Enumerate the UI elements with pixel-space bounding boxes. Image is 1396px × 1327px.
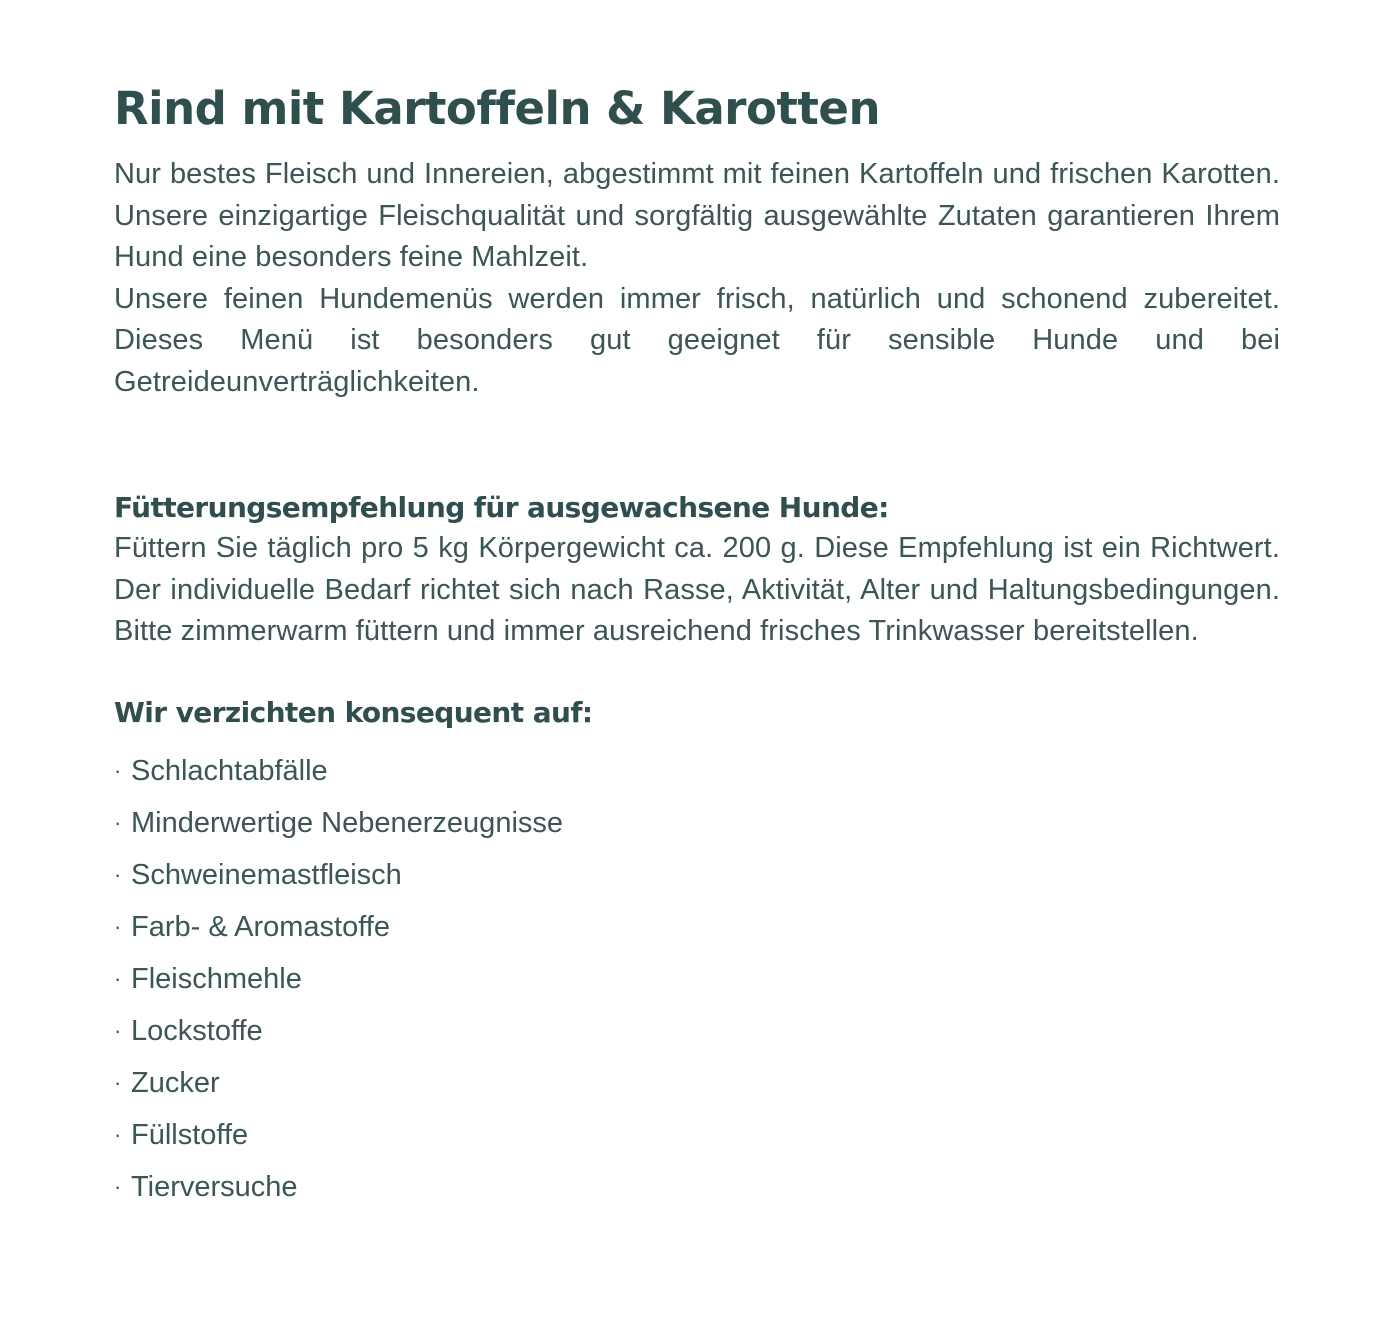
product-description [114,78,1280,1213]
list-item-label: Fleischmehle [131,962,302,995]
list-item-label: Schlachtabfälle [131,754,328,787]
bullet-dot-icon: · [114,965,122,991]
list-item-label: Schweinemastfleisch [131,858,402,891]
list-item [114,745,1280,797]
intro-paragraph-2: Unsere feinen Hundemenüs werden immer frisch, natürlich und schonend zubereitet. Dieses Menü ist besonders gut geeignet für sensible Hunde und bei Getreideunverträglichkeiten. [114,282,1280,398]
feeding-text: Füttern Sie täglich pro 5 kg Körpergewicht ca. 200 g. Diese Empfehlung ist ein Richtwert. Der individuelle Bedarf richtet sich nach Rasse, Aktivität, Alter und Haltungsbedingungen. Bitte zimmerwarm füttern und immer ausreichend frisches Trinkwasser bereitstellen. [114,532,1280,647]
exclusions-heading: Wir verzichten konsequent auf: [114,695,593,729]
list-item [114,849,1280,901]
list-item-label: Füllstoffe [131,1118,249,1151]
intro-section [114,154,1280,403]
bullet-dot-icon: · [114,809,122,835]
list-item-label: Farb- & Aromastoffe [131,910,390,943]
bullet-dot-icon: · [114,1121,122,1147]
list-item-label: Tierversuche [131,1170,298,1203]
feeding-heading: Fütterungsempfehlung für ausgewachsene Hunde: [114,491,889,524]
bullet-dot-icon: · [114,913,122,939]
list-item [114,1109,1280,1161]
list-item-label: Lockstoffe [131,1014,263,1047]
list-item-label: Minderwertige Nebenerzeugnisse [131,806,564,839]
bullet-dot-icon: · [114,1069,122,1095]
list-item [114,901,1280,953]
product-title: Rind mit Kartoffeln & Karotten [114,82,880,135]
list-item [114,1057,1280,1109]
exclusions-section [114,693,1280,1213]
exclusions-list [114,745,1280,1213]
list-item [114,797,1280,849]
bullet-dot-icon: · [114,861,122,887]
bullet-dot-icon: · [114,1017,122,1043]
list-item [114,953,1280,1005]
list-item [114,1161,1280,1213]
list-item [114,1005,1280,1057]
list-item-label: Zucker [131,1066,220,1099]
feeding-section [114,488,1280,653]
bullet-dot-icon: · [114,1173,122,1199]
bullet-dot-icon: · [114,757,122,783]
intro-paragraph-1: Nur bestes Fleisch und Innereien, abgestimmt mit feinen Kartoffeln und frischen Karotten. Unsere einzigartige Fleischqualität und sorgfältig ausgewählte Zutaten garantieren Ihrem Hund eine besonders feine Mahlzeit. [114,158,1280,273]
